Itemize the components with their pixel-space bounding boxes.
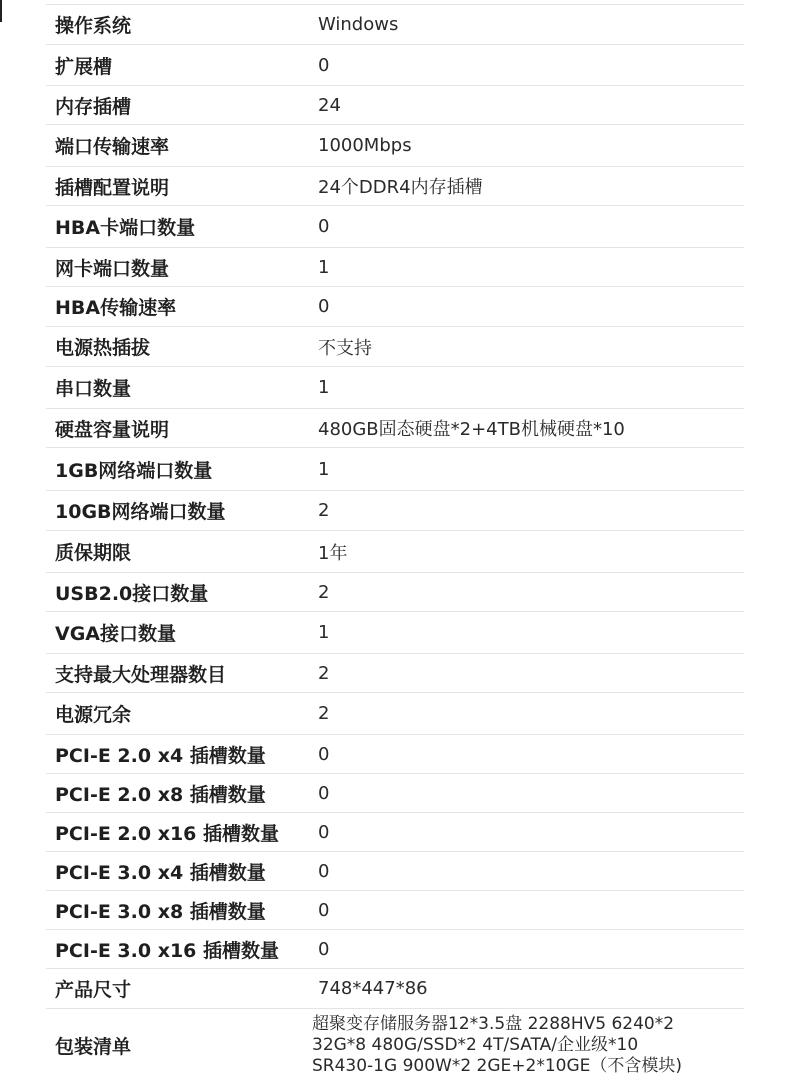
spec-value: 0 <box>318 860 330 882</box>
spec-value: 0 <box>318 743 330 765</box>
spec-value: 1 <box>318 377 330 398</box>
spec-label: 10GB网络端口数量 <box>55 501 226 523</box>
spec-value: 24个DDR4内存插槽 <box>318 177 483 198</box>
spec-label: VGA接口数量 <box>55 623 177 645</box>
spec-row-port-speed <box>46 125 744 167</box>
spec-value: 0 <box>318 899 330 921</box>
spec-row-dimensions <box>46 969 744 1009</box>
spec-table <box>46 4 744 1082</box>
spec-value: 0 <box>318 54 330 76</box>
spec-value: 1 <box>318 256 330 278</box>
spec-label: PCI-E 2.0 x16 插槽数量 <box>55 822 280 845</box>
spec-value: 0 <box>318 216 330 237</box>
spec-label: PCI-E 2.0 x4 插槽数量 <box>55 744 266 767</box>
spec-value: 0 <box>318 296 330 317</box>
spec-label: 端口传输速率 <box>55 136 170 158</box>
spec-row-packing-list <box>46 1009 744 1082</box>
spec-label: 扩展槽 <box>55 55 113 78</box>
spec-label: 支持最大处理器数目 <box>55 663 227 686</box>
spec-label: 电源热插拔 <box>55 337 151 359</box>
spec-row-hba-speed <box>46 287 744 327</box>
spec-row-slot-config <box>46 167 744 206</box>
spec-label: PCI-E 3.0 x16 插槽数量 <box>55 939 280 962</box>
spec-row-serial-ports <box>46 367 744 409</box>
spec-label: 质保期限 <box>55 542 132 564</box>
spec-value: 不支持 <box>318 337 372 359</box>
spec-value: 超聚变存储服务器12*3.5盘 2288HV5 6240*2 32G*8 480G/SSD*2 4T/SATA/企业级*10 SR430-1G 900W*2 2GE+2*10GE（不含模块) <box>312 1014 683 1076</box>
spec-row-pcie2-x4 <box>46 735 744 774</box>
spec-row-pcie3-x4 <box>46 852 744 891</box>
spec-value: 1000Mbps <box>318 135 412 156</box>
spec-value: 748*447*86 <box>318 978 428 999</box>
spec-label: 电源冗余 <box>55 704 132 726</box>
spec-row-pcie2-x16 <box>46 813 744 852</box>
spec-value: 0 <box>318 782 330 804</box>
spec-row-10gb-ports <box>46 491 744 531</box>
spec-row-vga-ports <box>46 612 744 654</box>
spec-row-os <box>46 5 744 45</box>
spec-label: USB2.0接口数量 <box>55 582 209 605</box>
spec-row-psu-hotplug <box>46 327 744 367</box>
spec-label: 1GB网络端口数量 <box>55 459 213 482</box>
spec-label: PCI-E 3.0 x8 插槽数量 <box>55 900 266 923</box>
spec-row-expansion-slots <box>46 45 744 86</box>
spec-label: HBA传输速率 <box>55 297 177 319</box>
spec-value: 2 <box>318 581 330 603</box>
spec-row-hba-ports <box>46 206 744 248</box>
spec-value: 2 <box>318 662 330 684</box>
spec-value: 480GB固态硬盘*2+4TB机械硬盘*10 <box>318 419 625 440</box>
spec-label: 网卡端口数量 <box>55 257 170 280</box>
spec-value: Windows <box>318 14 399 35</box>
spec-label: 包装清单 <box>55 1036 132 1058</box>
spec-row-memory-slots <box>46 86 744 125</box>
spec-label: 产品尺寸 <box>55 979 132 1001</box>
spec-label: HBA卡端口数量 <box>55 217 196 239</box>
spec-value: 0 <box>318 938 330 960</box>
spec-value: 24 <box>318 94 341 116</box>
spec-row-usb2-ports <box>46 573 744 612</box>
spec-row-pcie2-x8 <box>46 774 744 813</box>
spec-value: 1 <box>318 622 330 643</box>
left-edge-marker <box>0 0 2 22</box>
spec-value: 0 <box>318 821 330 843</box>
spec-row-psu-redundancy <box>46 693 744 735</box>
spec-row-disk-capacity <box>46 409 744 448</box>
spec-label: 操作系统 <box>55 15 132 37</box>
spec-row-warranty <box>46 531 744 573</box>
spec-row-pcie3-x16 <box>46 930 744 969</box>
spec-label: PCI-E 2.0 x8 插槽数量 <box>55 783 266 806</box>
spec-value: 1 <box>318 458 330 480</box>
spec-row-pcie3-x8 <box>46 891 744 930</box>
spec-label: 插槽配置说明 <box>55 176 170 199</box>
spec-row-1gb-ports <box>46 448 744 491</box>
spec-label: 内存插槽 <box>55 95 132 118</box>
spec-label: PCI-E 3.0 x4 插槽数量 <box>55 861 266 884</box>
spec-row-max-cpus <box>46 654 744 693</box>
spec-label: 串口数量 <box>55 378 132 400</box>
spec-row-nic-ports <box>46 248 744 287</box>
spec-value: 2 <box>318 703 330 724</box>
spec-value: 1年 <box>318 542 348 564</box>
spec-value: 2 <box>318 500 330 521</box>
spec-label: 硬盘容量说明 <box>55 418 170 441</box>
